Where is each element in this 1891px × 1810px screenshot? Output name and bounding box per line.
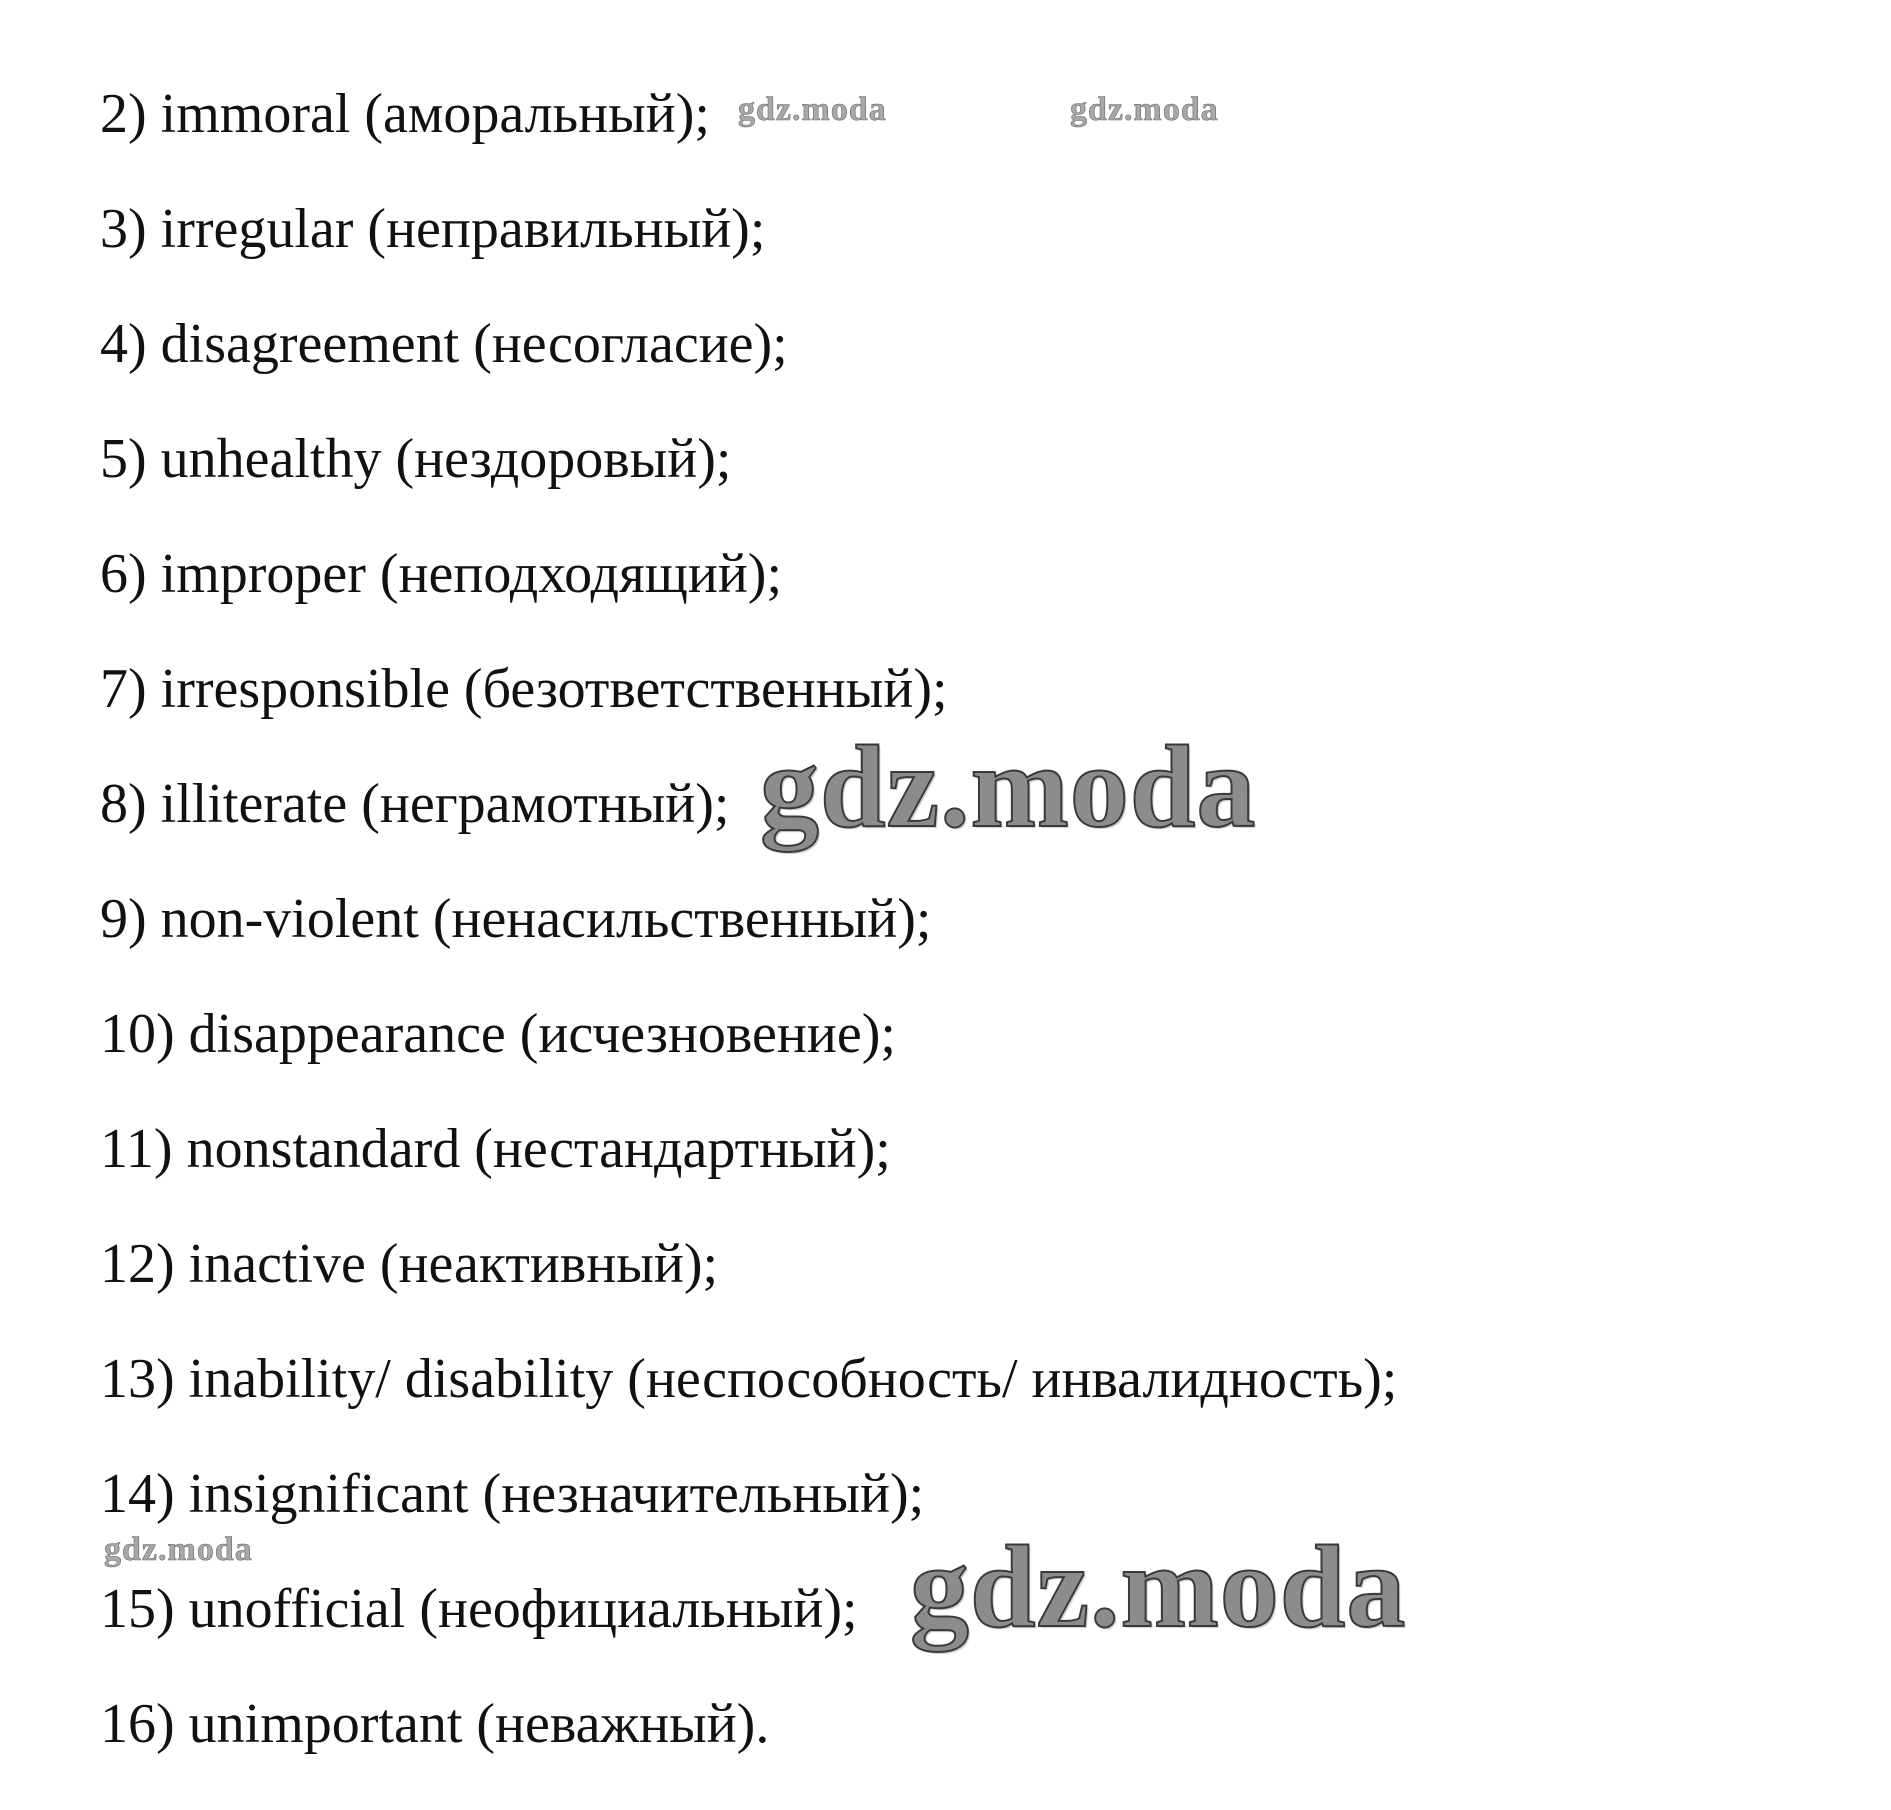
list-item: 10) disappearance (исчезновение); bbox=[100, 1003, 896, 1065]
list-item: 8) illiterate (неграмотный); bbox=[100, 773, 730, 835]
list-item: 14) insignificant (незначительный); bbox=[100, 1463, 925, 1525]
list-item: 16) unimportant (неважный). bbox=[100, 1693, 770, 1755]
list-item: 6) improper (неподходящий); bbox=[100, 543, 783, 605]
list-item: 3) irregular (неправильный); bbox=[100, 198, 766, 260]
list-item: 15) unofficial (неофициальный); bbox=[100, 1578, 858, 1640]
watermark: gdz.moda bbox=[104, 1531, 253, 1568]
list-item: 11) nonstandard (нестандартный); bbox=[100, 1118, 891, 1180]
list-item: 12) inactive (неактивный); bbox=[100, 1233, 719, 1295]
list-item: 9) non-violent (ненасильственный); bbox=[100, 888, 932, 950]
watermark: gdz.moda bbox=[1070, 91, 1219, 128]
list-item: 7) irresponsible (безответственный); bbox=[100, 658, 948, 720]
watermark: gdz.moda bbox=[738, 91, 887, 128]
watermark: gdz.moda bbox=[760, 721, 1257, 852]
watermark: gdz.moda bbox=[910, 1521, 1407, 1652]
list-item: 4) disagreement (несогласие); bbox=[100, 313, 788, 375]
list-item: 13) inability/ disability (неспособность/ инвалидность); bbox=[100, 1348, 1398, 1410]
list-item: 5) unhealthy (нездоровый); bbox=[100, 428, 732, 490]
list-item: 2) immoral (аморальный); bbox=[100, 83, 710, 145]
